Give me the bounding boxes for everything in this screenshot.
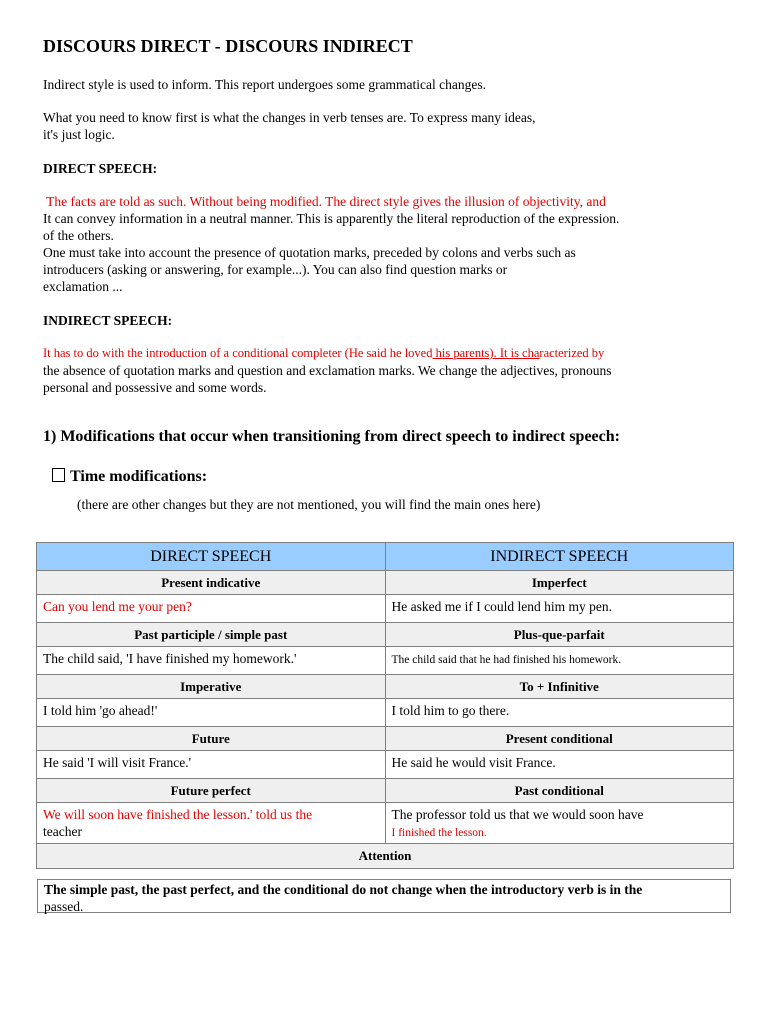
indirect-tense: Past conditional <box>385 779 734 803</box>
indirect-speech-line: the absence of quotation marks and question and exclamation marks. We change the adjectives, pronouns <box>43 363 612 378</box>
attention-row <box>37 844 734 869</box>
direct-tense: Past participle / simple past <box>37 623 386 647</box>
direct-speech-line: of the others. <box>43 228 114 243</box>
tense-row <box>37 623 734 647</box>
direct-tense: Present indicative <box>37 571 386 595</box>
direct-example-tail: teacher <box>43 824 82 839</box>
indirect-example <box>385 647 734 675</box>
direct-example: Can you lend me your pen? <box>37 595 386 623</box>
direct-tense: Future <box>37 727 386 751</box>
speech-comparison-table <box>36 542 734 869</box>
indirect-tense: To + Infinitive <box>385 675 734 699</box>
indirect-speech-column-header: INDIRECT SPEECH <box>385 543 734 571</box>
direct-speech-column-header: DIRECT SPEECH <box>37 543 386 571</box>
example-row <box>37 699 734 727</box>
section-note: (there are other changes but they are not mentioned, you will find the main ones here) <box>77 497 541 512</box>
direct-tense: Future perfect <box>37 779 386 803</box>
direct-speech-line: One must take into account the presence of quotation marks, preceded by colons and verbs such as <box>43 245 576 260</box>
indirect-example-text: The child said that he had finished his homework. <box>391 654 622 666</box>
indirect-example <box>385 803 734 844</box>
direct-tense: Imperative <box>37 675 386 699</box>
indirect-example-red: I finished the lesson. <box>391 827 487 839</box>
indirect-red-part: racterized by <box>539 346 605 360</box>
indirect-tense: Imperfect <box>385 571 734 595</box>
direct-speech-line: introducers (asking or answering, for example...). You can also find question marks or <box>43 262 508 277</box>
page-title: DISCOURS DIRECT - DISCOURS INDIRECT <box>43 36 413 56</box>
checkbox-bullet-icon <box>52 468 65 482</box>
tense-row <box>37 675 734 699</box>
example-row <box>37 751 734 779</box>
intro-line: What you need to know first is what the changes in verb tenses are. To express many ideas, <box>43 110 536 125</box>
section-heading: 1) Modifications that occur when transitioning from direct speech to indirect speech: <box>43 428 620 445</box>
indirect-speech-line: personal and possessive and some words. <box>43 380 267 395</box>
direct-speech-line: exclamation ... <box>43 279 123 294</box>
indirect-red-underlined: his parents). It is cha <box>432 346 540 360</box>
intro-line: it's just logic. <box>43 127 115 142</box>
indirect-example: I told him to go there. <box>385 699 734 727</box>
example-row <box>37 647 734 675</box>
attention-label: Attention <box>37 844 734 869</box>
attention-rule <box>37 879 731 913</box>
direct-example-red: We will soon have finished the lesson.' told us the <box>43 807 313 822</box>
direct-speech-heading: DIRECT SPEECH: <box>43 161 158 176</box>
example-row <box>37 803 734 844</box>
indirect-example-text: The professor told us that we would soon have <box>391 807 644 822</box>
attention-rule-text: The simple past, the past perfect, and the conditional do not change when the introductory verb is in the <box>44 882 643 897</box>
intro-line: Indirect style is used to inform. This report undergoes some grammatical changes. <box>43 77 487 92</box>
direct-example: I told him 'go ahead!' <box>37 699 386 727</box>
example-row <box>37 595 734 623</box>
bullet-label: Time modifications: <box>70 468 208 485</box>
tense-row <box>37 727 734 751</box>
indirect-example: He said he would visit France. <box>385 751 734 779</box>
indirect-speech-heading: INDIRECT SPEECH: <box>43 313 173 328</box>
indirect-speech-red-line <box>43 345 604 362</box>
direct-speech-red-line: The facts are told as such. Without being modified. The direct style gives the illusion of objectivity, and <box>43 194 606 209</box>
time-modifications-heading <box>52 468 207 486</box>
direct-speech-line: It can convey information in a neutral manner. This is apparently the literal reproduction of the expression. <box>43 211 620 226</box>
tense-row <box>37 571 734 595</box>
table-header-row <box>37 543 734 571</box>
direct-example: The child said, 'I have finished my homework.' <box>37 647 386 675</box>
indirect-tense: Plus-que-parfait <box>385 623 734 647</box>
tense-row <box>37 779 734 803</box>
direct-example <box>37 803 386 844</box>
indirect-example: He asked me if I could lend him my pen. <box>385 595 734 623</box>
indirect-red-part: It has to do with the introduction of a conditional completer (He said he loved <box>43 346 433 360</box>
direct-example: He said 'I will visit France.' <box>37 751 386 779</box>
attention-rule-tail: passed. <box>44 899 84 914</box>
indirect-tense: Present conditional <box>385 727 734 751</box>
